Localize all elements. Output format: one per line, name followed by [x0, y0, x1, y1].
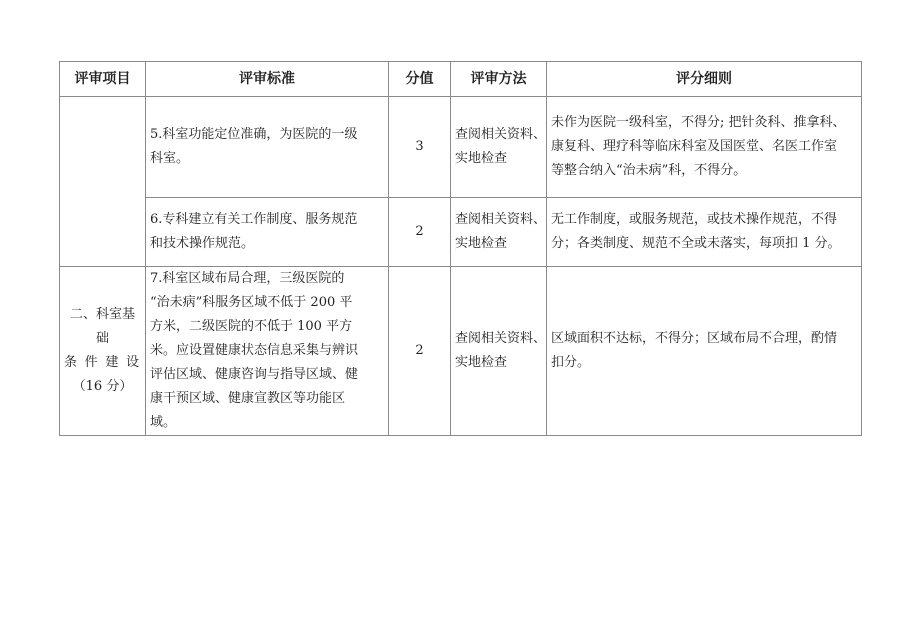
- header-item: 评审项目: [60, 62, 146, 97]
- detail-line: 无工作制度，或服务规范，或技术操作规范，不得: [551, 212, 838, 227]
- detail-cell: [547, 198, 862, 267]
- header-standard: 评审标准: [146, 62, 389, 97]
- item-cell-empty: [60, 97, 146, 267]
- item-line: 二、科室基础: [69, 307, 135, 346]
- standard-line: 方米，二级医院的不低于 100 平方: [150, 319, 353, 334]
- method-line: 实地检查: [455, 151, 508, 166]
- method-cell: [451, 267, 547, 436]
- score-cell: 3: [389, 97, 451, 198]
- standard-line: 科室。: [150, 151, 190, 166]
- score-cell: 2: [389, 267, 451, 436]
- item-line: 条件建设: [64, 355, 141, 370]
- standard-cell: [146, 198, 389, 267]
- standard-line: 米。应设置健康状态信息采集与辨识: [150, 343, 359, 358]
- standard-line: 7.科室区域布局合理，三级医院的: [150, 271, 345, 286]
- standard-cell: [146, 267, 389, 436]
- standard-line: 康干预区域、健康宣教区等功能区: [150, 391, 346, 406]
- detail-cell: [547, 97, 862, 198]
- method-cell: [451, 198, 547, 267]
- standard-cell: [146, 97, 389, 198]
- header-method: 评审方法: [451, 62, 547, 97]
- detail-cell: [547, 267, 862, 436]
- table-row: [60, 198, 862, 267]
- method-line: 实地检查: [455, 236, 508, 251]
- method-line: 查阅相关资料、: [455, 212, 547, 227]
- standard-line: 域。: [150, 415, 177, 430]
- detail-line: 区域面积不达标，不得分；区域布局不合理，酌情: [551, 331, 838, 346]
- header-detail: 评分细则: [547, 62, 862, 97]
- method-line: 查阅相关资料、: [455, 331, 547, 346]
- method-line: 实地检查: [455, 355, 508, 370]
- item-cell: [60, 267, 146, 436]
- table-row: [60, 97, 862, 198]
- standard-line: 6.专科建立有关工作制度、服务规范: [150, 212, 358, 227]
- header-score: 分值: [389, 62, 451, 97]
- score-cell: 2: [389, 198, 451, 267]
- method-line: 查阅相关资料、: [455, 127, 547, 142]
- detail-line: 等整合纳入“治未病”科，不得分。: [551, 163, 747, 178]
- standard-line: 5.科室功能定位准确，为医院的一级: [150, 127, 358, 142]
- table-row: [60, 267, 862, 436]
- standard-line: “治未病”科服务区域不低于 200 平: [150, 295, 353, 310]
- standard-line: 评估区域、健康咨询与指导区域、健: [150, 367, 359, 382]
- standard-line: 和技术操作规范。: [150, 236, 255, 251]
- method-cell: [451, 97, 547, 198]
- detail-line: 未作为医院一级科室，不得分; 把针灸科、推拿科、: [551, 115, 846, 130]
- table-header-row: [60, 62, 862, 97]
- item-line: （16 分）: [72, 379, 133, 394]
- detail-line: 分；各类制度、规范不全或未落实，每项扣 1 分。: [551, 236, 841, 251]
- detail-line: 扣分。: [551, 355, 591, 370]
- detail-line: 康复科、理疗科等临床科室及国医堂、名医工作室: [551, 139, 838, 154]
- scoring-table: [59, 61, 862, 436]
